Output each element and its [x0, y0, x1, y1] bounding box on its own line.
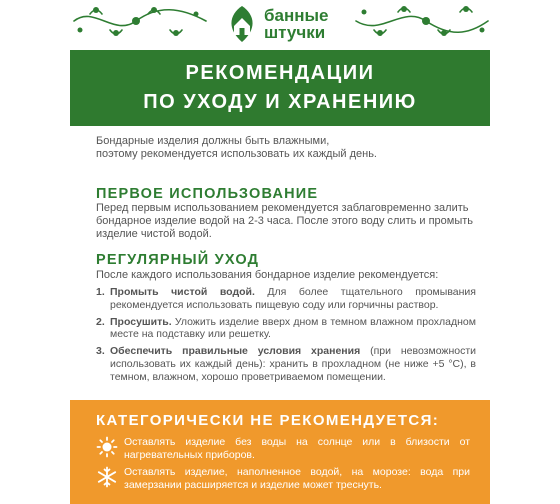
snowflake-icon: [96, 466, 118, 488]
warning-text: Оставлять изделие, наполненное водой, на морозе: вода при замерзании расширяется и изделие может треснуть.: [124, 466, 470, 491]
sun-icon: [96, 436, 118, 458]
floral-ornament-left: [70, 2, 210, 40]
house-leaf-icon: [224, 4, 260, 44]
step-text: Уложить изделие вверх дном в темном влажном прохладном месте на подставку или решетку.: [110, 315, 476, 341]
step-body: [110, 316, 476, 342]
brand-line-2: штучки: [264, 23, 326, 42]
brand-logo: [224, 3, 328, 45]
warning-heading: КАТЕГОРИЧЕСКИ НЕ РЕКОМЕНДУЕТСЯ:: [96, 412, 440, 429]
step-title: Просушить.: [110, 315, 172, 328]
care-step: [96, 286, 476, 312]
title-line-1: РЕКОМЕНДАЦИИ: [185, 62, 375, 84]
care-steps-list: [96, 286, 476, 388]
care-step: [96, 316, 476, 342]
warning-item: [96, 466, 470, 492]
step-title: Обеспечить правильные условия хранения: [110, 345, 361, 358]
step-number: 3.: [96, 345, 105, 358]
page-header: [0, 0, 560, 52]
regular-care-intro: После каждого использования бондарное изделие рекомендуется:: [96, 269, 439, 281]
step-number: 2.: [96, 315, 105, 328]
step-text: (при невозможности использовать их каждый день): хранить в прохладном (не ниже +5 °С), в темном, влажном, хорошо проветриваемом помещении.: [110, 345, 477, 383]
floral-ornament-right: [352, 2, 492, 40]
title-line-2: ПО УХОДУ И ХРАНЕНИЮ: [143, 91, 417, 113]
intro-text: [96, 135, 476, 161]
intro-line-2: поэтому рекомендуется использовать их каждый день.: [96, 148, 377, 160]
care-step: [96, 345, 476, 383]
intro-line-1: Бондарные изделия должны быть влажными,: [96, 135, 330, 147]
warning-box: [70, 400, 490, 504]
warning-text: Оставлять изделие без воды на солнце или в близости от нагревательных приборов.: [124, 436, 470, 461]
step-text: Для более тщательного промывания рекомендуется использовать пищевую соду или горчичны раствор.: [110, 286, 476, 311]
regular-care-heading: РЕГУЛЯРНЫЙ УХОД: [96, 252, 260, 268]
step-body: [110, 286, 476, 312]
warning-item: [96, 436, 470, 462]
step-body: [110, 345, 476, 383]
brand-name: [264, 7, 328, 41]
first-use-text: Перед первым использованием рекомендуется заблаговременно залить бондарное изделие водой на 2-3 часа. После этого воду слить и промыть изделие чистой водой.: [96, 202, 474, 240]
first-use-heading: ПЕРВОЕ ИСПОЛЬЗОВАНИЕ: [96, 186, 319, 202]
brand-line-1: банные: [264, 6, 329, 25]
step-number: 1.: [96, 286, 105, 298]
step-title: Промыть чистой водой.: [110, 286, 255, 298]
title-banner: [70, 50, 490, 126]
